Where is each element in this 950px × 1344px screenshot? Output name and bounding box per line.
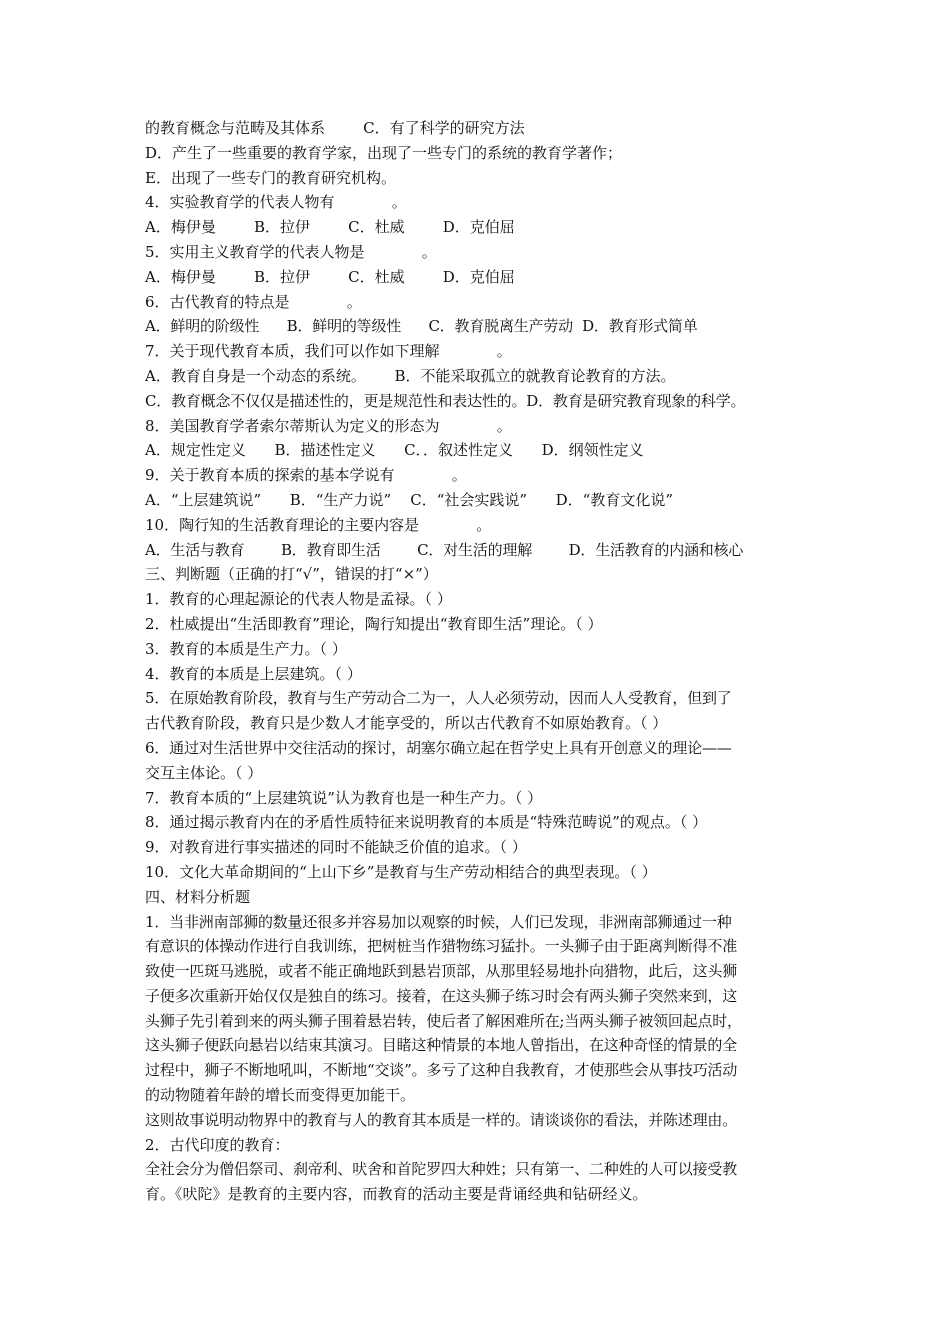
material-question-line: 2．古代印度的教育： xyxy=(145,1135,290,1154)
option-line: A．生活与教育 B．教育即生活 C．对生活的理解 D．生活教育的内涵和核心 xyxy=(145,540,744,559)
judgment-item: 7．教育本质的“上层建筑说”认为教育也是一种生产力。（ ） xyxy=(145,788,543,807)
judgment-item: 10．文化大革命期间的“上山下乡”是教育与生产劳动相结合的典型表现。（ ） xyxy=(145,862,657,881)
section-heading: 四、材料分析题 xyxy=(145,887,251,906)
question-line: 10．陶行知的生活教育理论的主要内容是 。 xyxy=(145,515,492,534)
judgment-item: 3．教育的本质是生产力。（ ） xyxy=(145,639,347,658)
option-line: A．教育自身是一个动态的系统。 B．不能采取孤立的就教育论教育的方法。 xyxy=(145,366,676,385)
text-line: E．出现了一些专门的教育研究机构。 xyxy=(145,168,396,187)
option-line: A．鲜明的阶级性 B．鲜明的等级性 C．教育脱离生产劳动 D．教育形式简单 xyxy=(145,317,698,336)
material-paragraph-line: 的动物随着年龄的增长而变得更加能干。 xyxy=(145,1086,416,1105)
option-line: A．梅伊曼 B．拉伊 C．杜威 D．克伯屈 xyxy=(145,267,515,286)
material-paragraph-line: 全社会分为僧侣祭司、刹帝利、吠舍和首陀罗四大种姓；只有第一、二种姓的人可以接受教 xyxy=(145,1160,738,1179)
judgment-item-continued: 古代教育阶段，教育只是少数人才能享受的，所以古代教育不如原始教育。（ ） xyxy=(145,714,668,733)
judgment-item: 8．通过揭示教育内在的矛盾性质特征来说明教育的本质是“特殊范畴说”的观点。（ ） xyxy=(145,813,708,832)
judgment-item: 6．通过对生活世界中交往活动的探讨，胡塞尔确立起在哲学史上具有开创意义的理论—— xyxy=(145,738,732,757)
text-line: 的教育概念与范畴及其体系 C．有了科学的研究方法 xyxy=(145,119,525,137)
material-paragraph-line: 头狮子先引着到来的两头狮子围着悬岩转，使后者了解困难所在;当两头狮子被领回起点时， xyxy=(145,1011,742,1030)
question-line: 7．关于现代教育本质，我们可以作如下理解 。 xyxy=(145,342,512,361)
option-line: C．教育概念不仅仅是描述性的，更是规范性和表达性的。D．教育是研究教育现象的科学。 xyxy=(145,391,746,410)
material-paragraph-line: 这头狮子便跃向悬岩以结束其演习。目睹这种情景的本地人曾指出，在这种奇怪的情景的全 xyxy=(145,1036,738,1055)
material-paragraph-line: 育。《吠陀》是教育的主要内容，而教育的活动主要是背诵经典和钻研经义。 xyxy=(145,1185,648,1204)
material-paragraph-line: 致使一匹斑马逃脱，或者不能正确地跃到悬岩顶部，从那里轻易地扑向猎物，此后，这头狮 xyxy=(145,962,738,981)
question-line: 4．实验教育学的代表人物有 。 xyxy=(145,193,407,212)
judgment-item-continued: 交互主体论。（ ） xyxy=(145,763,263,782)
material-paragraph-line: 1．当非洲南部狮的数量还很多并容易加以观察的时候，人们已发现，非洲南部狮通过一种 xyxy=(145,912,732,931)
text-line: D．产生了一些重要的教育学家，出现了一些专门的系统的教育学著作； xyxy=(145,143,623,162)
material-question-line: 这则故事说明动物界中的教育与人的教育其本质是一样的。请谈谈你的看法，并陈述理由。 xyxy=(145,1110,738,1129)
option-line: A．规定性定义 B．描述性定义 C．．叙述性定义 D．纲领性定义 xyxy=(145,441,644,460)
option-line: A．“上层建筑说” B．“生产力说” C．“社会实践说” D．“教育文化说” xyxy=(145,490,673,509)
document-page xyxy=(145,116,813,1207)
question-line: 8．美国教育学者索尔蒂斯认为定义的形态为 。 xyxy=(145,416,512,435)
material-paragraph-line: 过程中，狮子不断地吼叫，不断地“交谈”。多亏了这种自我教育，才使那些会从事技巧活动 xyxy=(145,1061,738,1080)
question-line: 5．实用主义教育学的代表人物是 。 xyxy=(145,242,437,261)
material-paragraph-line: 子便多次重新开始仅仅是独自的练习。接着，在这头狮子练习时会有两头狮子突然来到，这 xyxy=(145,986,738,1005)
section-heading: 三、判断题（正确的打“√”，错误的打“×”） xyxy=(145,565,438,584)
judgment-item: 4．教育的本质是上层建筑。（ ） xyxy=(145,664,362,683)
judgment-item: 1．教育的心理起源论的代表人物是孟禄。（ ） xyxy=(145,590,452,609)
material-paragraph-line: 有意识的体操动作进行自我训练，把树桩当作猎物练习猛扑。一头狮子由于距离判断得不准 xyxy=(145,937,738,956)
question-line: 6．古代教育的特点是 。 xyxy=(145,292,362,311)
judgment-item: 2．杜威提出“生活即教育”理论，陶行知提出“教育即生活”理论。（ ） xyxy=(145,614,603,633)
judgment-item: 9．对教育进行事实描述的同时不能缺乏价值的追求。（ ） xyxy=(145,838,527,857)
option-line: A．梅伊曼 B．拉伊 C．杜威 D．克伯屈 xyxy=(145,218,515,237)
question-line: 9．关于教育本质的探索的基本学说有 。 xyxy=(145,466,467,485)
judgment-item: 5．在原始教育阶段，教育与生产劳动合二为一，人人必须劳动，因而人人受教育，但到了 xyxy=(145,689,732,708)
